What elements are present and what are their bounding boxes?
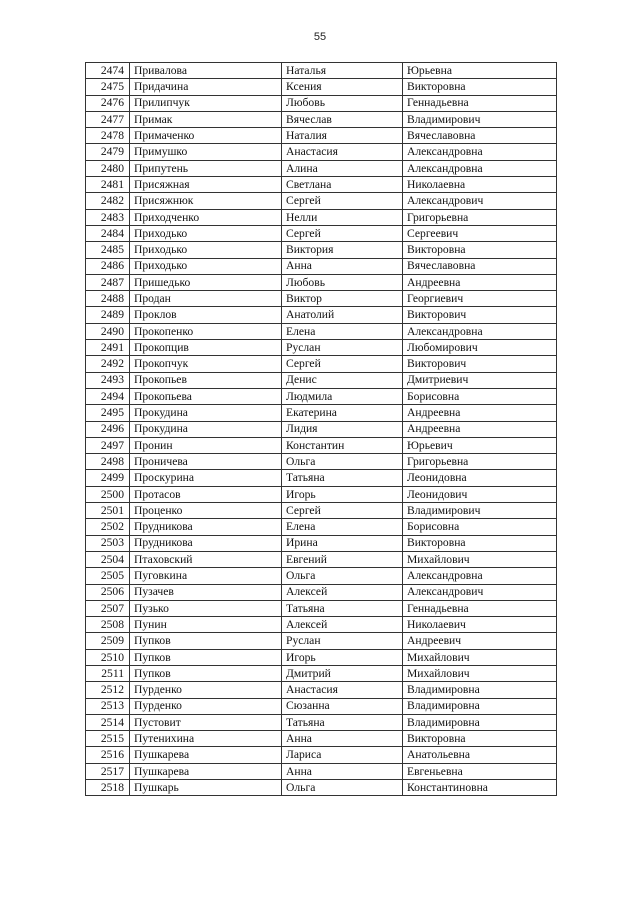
patronymic-cell: Михайлович bbox=[403, 551, 557, 567]
patronymic-cell: Анатольевна bbox=[403, 747, 557, 763]
first-name-cell: Анна bbox=[282, 763, 403, 779]
first-name-cell: Денис bbox=[282, 372, 403, 388]
first-name-cell: Нелли bbox=[282, 209, 403, 225]
row-number-cell: 2490 bbox=[86, 323, 130, 339]
last-name-cell: Прилипчук bbox=[130, 95, 282, 111]
table-row bbox=[86, 356, 557, 372]
patronymic-cell: Викторовна bbox=[403, 242, 557, 258]
table-row bbox=[86, 209, 557, 225]
table-row bbox=[86, 649, 557, 665]
last-name-cell: Пупков bbox=[130, 649, 282, 665]
patronymic-cell: Владимировна bbox=[403, 682, 557, 698]
table-row bbox=[86, 568, 557, 584]
last-name-cell: Приходько bbox=[130, 242, 282, 258]
last-name-cell: Проклов bbox=[130, 307, 282, 323]
patronymic-cell: Борисовна bbox=[403, 388, 557, 404]
row-number-cell: 2481 bbox=[86, 177, 130, 193]
first-name-cell: Татьяна bbox=[282, 714, 403, 730]
table-row bbox=[86, 242, 557, 258]
table-row bbox=[86, 551, 557, 567]
table-row bbox=[86, 747, 557, 763]
table-row bbox=[86, 372, 557, 388]
first-name-cell: Вячеслав bbox=[282, 111, 403, 127]
patronymic-cell: Владимировна bbox=[403, 698, 557, 714]
row-number-cell: 2495 bbox=[86, 405, 130, 421]
patronymic-cell: Викторовна bbox=[403, 535, 557, 551]
last-name-cell: Пушкарева bbox=[130, 763, 282, 779]
last-name-cell: Пушкарь bbox=[130, 780, 282, 796]
table-row bbox=[86, 731, 557, 747]
first-name-cell: Сергей bbox=[282, 503, 403, 519]
last-name-cell: Пузько bbox=[130, 600, 282, 616]
table-row bbox=[86, 600, 557, 616]
last-name-cell: Приходько bbox=[130, 258, 282, 274]
patronymic-cell: Викторовна bbox=[403, 79, 557, 95]
patronymic-cell: Вячеславовна bbox=[403, 128, 557, 144]
patronymic-cell: Владимировна bbox=[403, 714, 557, 730]
table-row bbox=[86, 323, 557, 339]
table-row bbox=[86, 535, 557, 551]
patronymic-cell: Александровна bbox=[403, 160, 557, 176]
last-name-cell: Пупков bbox=[130, 633, 282, 649]
row-number-cell: 2505 bbox=[86, 568, 130, 584]
last-name-cell: Пупков bbox=[130, 665, 282, 681]
last-name-cell: Припутень bbox=[130, 160, 282, 176]
first-name-cell: Наталия bbox=[282, 128, 403, 144]
table-row bbox=[86, 584, 557, 600]
row-number-cell: 2493 bbox=[86, 372, 130, 388]
roster-table bbox=[85, 62, 557, 796]
first-name-cell: Татьяна bbox=[282, 470, 403, 486]
patronymic-cell: Михайлович bbox=[403, 665, 557, 681]
patronymic-cell: Любомирович bbox=[403, 340, 557, 356]
first-name-cell: Ольга bbox=[282, 780, 403, 796]
last-name-cell: Пузачев bbox=[130, 584, 282, 600]
first-name-cell: Анастасия bbox=[282, 682, 403, 698]
last-name-cell: Прокопьева bbox=[130, 388, 282, 404]
table-row bbox=[86, 633, 557, 649]
first-name-cell: Светлана bbox=[282, 177, 403, 193]
patronymic-cell: Григорьевна bbox=[403, 454, 557, 470]
row-number-cell: 2477 bbox=[86, 111, 130, 127]
row-number-cell: 2492 bbox=[86, 356, 130, 372]
last-name-cell: Пустовит bbox=[130, 714, 282, 730]
last-name-cell: Пурденко bbox=[130, 682, 282, 698]
patronymic-cell: Андреевна bbox=[403, 421, 557, 437]
patronymic-cell: Викторович bbox=[403, 307, 557, 323]
patronymic-cell: Геннадьевна bbox=[403, 95, 557, 111]
table-row bbox=[86, 95, 557, 111]
patronymic-cell: Георгиевич bbox=[403, 291, 557, 307]
table-row bbox=[86, 470, 557, 486]
last-name-cell: Продан bbox=[130, 291, 282, 307]
first-name-cell: Руслан bbox=[282, 633, 403, 649]
row-number-cell: 2499 bbox=[86, 470, 130, 486]
patronymic-cell: Александровна bbox=[403, 568, 557, 584]
patronymic-cell: Юрьевич bbox=[403, 437, 557, 453]
patronymic-cell: Андреевич bbox=[403, 633, 557, 649]
patronymic-cell: Григорьевна bbox=[403, 209, 557, 225]
row-number-cell: 2517 bbox=[86, 763, 130, 779]
row-number-cell: 2515 bbox=[86, 731, 130, 747]
last-name-cell: Прудникова bbox=[130, 535, 282, 551]
row-number-cell: 2501 bbox=[86, 503, 130, 519]
first-name-cell: Сюзанна bbox=[282, 698, 403, 714]
row-number-cell: 2510 bbox=[86, 649, 130, 665]
first-name-cell: Алексей bbox=[282, 617, 403, 633]
patronymic-cell: Николаевич bbox=[403, 617, 557, 633]
first-name-cell: Виктория bbox=[282, 242, 403, 258]
last-name-cell: Придачина bbox=[130, 79, 282, 95]
first-name-cell: Сергей bbox=[282, 356, 403, 372]
table-row bbox=[86, 63, 557, 79]
row-number-cell: 2489 bbox=[86, 307, 130, 323]
row-number-cell: 2508 bbox=[86, 617, 130, 633]
patronymic-cell: Андреевна bbox=[403, 274, 557, 290]
last-name-cell: Примаченко bbox=[130, 128, 282, 144]
last-name-cell: Протасов bbox=[130, 486, 282, 502]
table-row bbox=[86, 79, 557, 95]
patronymic-cell: Геннадьевна bbox=[403, 600, 557, 616]
patronymic-cell: Александровна bbox=[403, 323, 557, 339]
table-row bbox=[86, 763, 557, 779]
first-name-cell: Игорь bbox=[282, 486, 403, 502]
row-number-cell: 2512 bbox=[86, 682, 130, 698]
patronymic-cell: Владимирович bbox=[403, 503, 557, 519]
first-name-cell: Елена bbox=[282, 519, 403, 535]
row-number-cell: 2491 bbox=[86, 340, 130, 356]
row-number-cell: 2474 bbox=[86, 63, 130, 79]
last-name-cell: Прокудина bbox=[130, 421, 282, 437]
table-row bbox=[86, 665, 557, 681]
row-number-cell: 2484 bbox=[86, 225, 130, 241]
patronymic-cell: Дмитриевич bbox=[403, 372, 557, 388]
row-number-cell: 2503 bbox=[86, 535, 130, 551]
row-number-cell: 2498 bbox=[86, 454, 130, 470]
row-number-cell: 2480 bbox=[86, 160, 130, 176]
row-number-cell: 2482 bbox=[86, 193, 130, 209]
last-name-cell: Приходченко bbox=[130, 209, 282, 225]
row-number-cell: 2511 bbox=[86, 665, 130, 681]
first-name-cell: Дмитрий bbox=[282, 665, 403, 681]
table-row bbox=[86, 144, 557, 160]
first-name-cell: Анастасия bbox=[282, 144, 403, 160]
table-row bbox=[86, 421, 557, 437]
row-number-cell: 2496 bbox=[86, 421, 130, 437]
first-name-cell: Лидия bbox=[282, 421, 403, 437]
last-name-cell: Прокопчук bbox=[130, 356, 282, 372]
patronymic-cell: Леонидович bbox=[403, 486, 557, 502]
row-number-cell: 2507 bbox=[86, 600, 130, 616]
first-name-cell: Анна bbox=[282, 731, 403, 747]
table-row bbox=[86, 714, 557, 730]
table-row bbox=[86, 291, 557, 307]
first-name-cell: Анна bbox=[282, 258, 403, 274]
page-number: 55 bbox=[313, 31, 327, 43]
roster-table-body bbox=[86, 63, 557, 796]
patronymic-cell: Юрьевна bbox=[403, 63, 557, 79]
patronymic-cell: Александрович bbox=[403, 584, 557, 600]
first-name-cell: Сергей bbox=[282, 225, 403, 241]
row-number-cell: 2476 bbox=[86, 95, 130, 111]
last-name-cell: Пуговкина bbox=[130, 568, 282, 584]
patronymic-cell: Викторовна bbox=[403, 731, 557, 747]
first-name-cell: Ольга bbox=[282, 454, 403, 470]
row-number-cell: 2502 bbox=[86, 519, 130, 535]
table-row bbox=[86, 225, 557, 241]
last-name-cell: Приходько bbox=[130, 225, 282, 241]
table-row bbox=[86, 388, 557, 404]
row-number-cell: 2485 bbox=[86, 242, 130, 258]
first-name-cell: Анатолий bbox=[282, 307, 403, 323]
first-name-cell: Евгений bbox=[282, 551, 403, 567]
last-name-cell: Прокопенко bbox=[130, 323, 282, 339]
patronymic-cell: Николаевна bbox=[403, 177, 557, 193]
first-name-cell: Лариса bbox=[282, 747, 403, 763]
last-name-cell: Прокопьев bbox=[130, 372, 282, 388]
last-name-cell: Примушко bbox=[130, 144, 282, 160]
row-number-cell: 2488 bbox=[86, 291, 130, 307]
last-name-cell: Прудникова bbox=[130, 519, 282, 535]
first-name-cell: Людмила bbox=[282, 388, 403, 404]
last-name-cell: Пронин bbox=[130, 437, 282, 453]
first-name-cell: Игорь bbox=[282, 649, 403, 665]
row-number-cell: 2494 bbox=[86, 388, 130, 404]
table-row bbox=[86, 274, 557, 290]
patronymic-cell: Евгеньевна bbox=[403, 763, 557, 779]
patronymic-cell: Борисовна bbox=[403, 519, 557, 535]
table-row bbox=[86, 340, 557, 356]
row-number-cell: 2509 bbox=[86, 633, 130, 649]
first-name-cell: Ксения bbox=[282, 79, 403, 95]
table-row bbox=[86, 128, 557, 144]
last-name-cell: Птаховский bbox=[130, 551, 282, 567]
last-name-cell: Привалова bbox=[130, 63, 282, 79]
patronymic-cell: Александровна bbox=[403, 144, 557, 160]
patronymic-cell: Александрович bbox=[403, 193, 557, 209]
row-number-cell: 2486 bbox=[86, 258, 130, 274]
table-row bbox=[86, 486, 557, 502]
first-name-cell: Елена bbox=[282, 323, 403, 339]
table-row bbox=[86, 617, 557, 633]
first-name-cell: Екатерина bbox=[282, 405, 403, 421]
row-number-cell: 2518 bbox=[86, 780, 130, 796]
table-row bbox=[86, 682, 557, 698]
last-name-cell: Присяжнюк bbox=[130, 193, 282, 209]
last-name-cell: Проничева bbox=[130, 454, 282, 470]
last-name-cell: Прокопцив bbox=[130, 340, 282, 356]
first-name-cell: Любовь bbox=[282, 274, 403, 290]
table-row bbox=[86, 780, 557, 796]
first-name-cell: Алексей bbox=[282, 584, 403, 600]
table-row bbox=[86, 258, 557, 274]
first-name-cell: Руслан bbox=[282, 340, 403, 356]
last-name-cell: Примак bbox=[130, 111, 282, 127]
last-name-cell: Путенихина bbox=[130, 731, 282, 747]
first-name-cell: Наталья bbox=[282, 63, 403, 79]
patronymic-cell: Сергеевич bbox=[403, 225, 557, 241]
first-name-cell: Татьяна bbox=[282, 600, 403, 616]
first-name-cell: Константин bbox=[282, 437, 403, 453]
patronymic-cell: Михайлович bbox=[403, 649, 557, 665]
table-row bbox=[86, 177, 557, 193]
last-name-cell: Проценко bbox=[130, 503, 282, 519]
table-row bbox=[86, 111, 557, 127]
last-name-cell: Пушкарева bbox=[130, 747, 282, 763]
patronymic-cell: Владимирович bbox=[403, 111, 557, 127]
table-row bbox=[86, 405, 557, 421]
last-name-cell: Прокудина bbox=[130, 405, 282, 421]
patronymic-cell: Леонидовна bbox=[403, 470, 557, 486]
table-row bbox=[86, 193, 557, 209]
row-number-cell: 2506 bbox=[86, 584, 130, 600]
patronymic-cell: Вячеславовна bbox=[403, 258, 557, 274]
row-number-cell: 2504 bbox=[86, 551, 130, 567]
first-name-cell: Алина bbox=[282, 160, 403, 176]
row-number-cell: 2497 bbox=[86, 437, 130, 453]
row-number-cell: 2487 bbox=[86, 274, 130, 290]
table-row bbox=[86, 454, 557, 470]
patronymic-cell: Викторович bbox=[403, 356, 557, 372]
last-name-cell: Присяжная bbox=[130, 177, 282, 193]
first-name-cell: Любовь bbox=[282, 95, 403, 111]
patronymic-cell: Андреевна bbox=[403, 405, 557, 421]
last-name-cell: Проскурина bbox=[130, 470, 282, 486]
row-number-cell: 2475 bbox=[86, 79, 130, 95]
row-number-cell: 2479 bbox=[86, 144, 130, 160]
last-name-cell: Пурденко bbox=[130, 698, 282, 714]
row-number-cell: 2514 bbox=[86, 714, 130, 730]
first-name-cell: Виктор bbox=[282, 291, 403, 307]
row-number-cell: 2513 bbox=[86, 698, 130, 714]
row-number-cell: 2483 bbox=[86, 209, 130, 225]
table-row bbox=[86, 503, 557, 519]
table-row bbox=[86, 307, 557, 323]
table-row bbox=[86, 698, 557, 714]
table-row bbox=[86, 437, 557, 453]
row-number-cell: 2500 bbox=[86, 486, 130, 502]
row-number-cell: 2478 bbox=[86, 128, 130, 144]
patronymic-cell: Константиновна bbox=[403, 780, 557, 796]
first-name-cell: Ирина bbox=[282, 535, 403, 551]
first-name-cell: Сергей bbox=[282, 193, 403, 209]
table-row bbox=[86, 519, 557, 535]
row-number-cell: 2516 bbox=[86, 747, 130, 763]
first-name-cell: Ольга bbox=[282, 568, 403, 584]
table-row bbox=[86, 160, 557, 176]
last-name-cell: Пунин bbox=[130, 617, 282, 633]
last-name-cell: Пришедько bbox=[130, 274, 282, 290]
